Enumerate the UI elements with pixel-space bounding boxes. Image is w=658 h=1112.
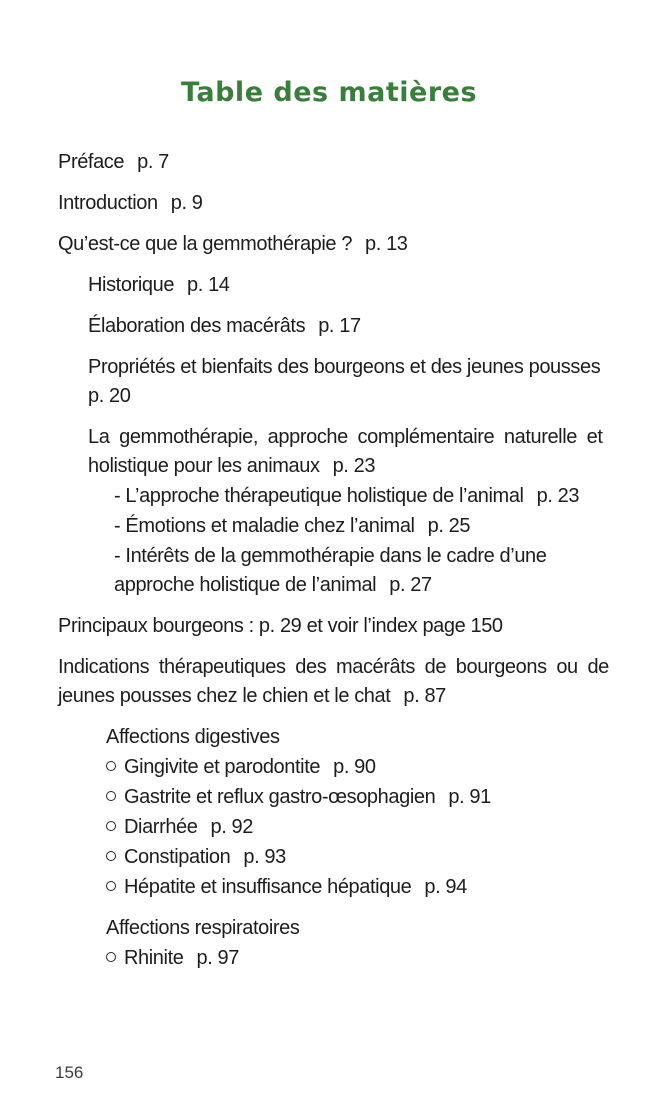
toc-entry-text: Affections digestives	[106, 726, 280, 748]
page-ref: p. 14	[187, 274, 230, 296]
toc-entry-text: Diarrhée	[124, 816, 198, 838]
toc-entry	[88, 353, 658, 411]
toc-line	[114, 571, 658, 600]
page-ref: p. 94	[424, 876, 467, 898]
toc-entry-text: Introduction	[58, 192, 158, 214]
toc-line	[88, 353, 658, 382]
toc-line	[106, 783, 658, 812]
toc-entry	[114, 512, 658, 541]
toc-line	[88, 452, 658, 481]
toc-line	[106, 753, 658, 782]
toc-entry	[58, 612, 658, 641]
toc-entry-text: - Intérêts de la gemmothérapie dans le cadre d’une	[114, 545, 547, 567]
toc-entry	[114, 482, 658, 511]
toc-entry-text: Indications thérapeutiques des macérâts de bourgeons ou de	[58, 656, 609, 678]
page-ref: p. 17	[318, 315, 361, 337]
toc-entry	[106, 783, 658, 812]
circle-bullet-icon	[106, 952, 116, 962]
toc-line	[106, 873, 658, 902]
toc-entry-text: Qu’est-ce que la gemmothérapie ?	[58, 233, 353, 255]
toc-entry	[88, 271, 658, 300]
toc-entry	[58, 189, 658, 218]
toc-line	[114, 512, 658, 541]
page-ref: p. 25	[427, 515, 471, 537]
toc-entry-text: Élaboration des macérâts	[88, 315, 306, 337]
toc-entry-text: Constipation	[124, 846, 231, 868]
toc-line	[58, 148, 658, 177]
toc-line	[106, 944, 658, 973]
toc-line	[106, 813, 658, 842]
page-ref: p. 27	[389, 574, 432, 596]
toc-line	[106, 723, 658, 752]
toc-entry	[58, 230, 658, 259]
toc-entry-text: Gastrite et reflux gastro-œsophagien	[124, 786, 436, 808]
folio-page-number: 156	[55, 1063, 84, 1082]
circle-bullet-icon	[106, 821, 116, 831]
page-ref: p. 9	[170, 192, 203, 214]
toc-entry	[106, 873, 658, 902]
toc-line	[58, 682, 658, 711]
toc-entry	[58, 653, 658, 711]
toc-entry-text: Préface	[58, 151, 125, 173]
toc-entry	[106, 753, 658, 782]
page-ref: p. 92	[210, 816, 253, 838]
toc-entry	[106, 813, 658, 842]
page-ref: p. 13	[365, 233, 408, 255]
page-ref: p. 20	[88, 385, 131, 407]
toc-entry	[88, 312, 658, 341]
toc-line	[58, 653, 658, 682]
toc-line	[88, 382, 658, 411]
toc-line	[114, 482, 658, 511]
toc-entry	[106, 843, 658, 872]
page-ref: p. 93	[243, 846, 286, 868]
toc-line	[58, 230, 658, 259]
page-ref: p. 87	[403, 685, 446, 707]
toc-entry-text: holistique pour les animaux	[88, 455, 320, 477]
page-ref: p. 97	[196, 947, 239, 969]
toc-line	[58, 189, 658, 218]
toc-line	[88, 423, 658, 452]
toc-line	[58, 612, 658, 641]
page-ref: p. 23	[536, 485, 580, 507]
toc-entry-text: Propriétés et bienfaits des bourgeons et des jeunes pousses	[88, 356, 601, 378]
toc-entry-text: Historique	[88, 274, 175, 296]
toc-entry-text: Affections respiratoires	[106, 917, 300, 939]
page-ref: p. 7	[137, 151, 169, 173]
page-ref: p. 91	[448, 786, 491, 808]
toc-entry-text: jeunes pousses chez le chien et le chat	[58, 685, 391, 707]
circle-bullet-icon	[106, 881, 116, 891]
toc-line	[114, 542, 658, 571]
toc-line	[106, 914, 658, 943]
toc-entry-text: approche holistique de l’animal	[114, 574, 377, 596]
circle-bullet-icon	[106, 791, 116, 801]
circle-bullet-icon	[106, 851, 116, 861]
page-title: Table des matières	[180, 77, 478, 108]
toc-entry-text: Gingivite et parodontite	[124, 756, 321, 778]
toc-entry	[106, 914, 658, 943]
toc-entry	[88, 423, 658, 481]
toc-entry	[106, 944, 658, 973]
book-page	[0, 76, 658, 1112]
toc-entry-text: - Émotions et maladie chez l’animal	[114, 515, 415, 537]
toc-entry	[58, 148, 658, 177]
toc-entry-text: Hépatite et insuffisance hépatique	[124, 876, 412, 898]
toc-entry-text: - L’approche thérapeutique holistique de l’animal	[114, 485, 524, 507]
toc-entry-text: Principaux bourgeons : p. 29 et voir l’index page 150	[58, 615, 503, 637]
page-ref: p. 90	[333, 756, 376, 778]
toc-entry	[114, 542, 658, 600]
toc-line	[88, 312, 658, 341]
toc-line	[88, 271, 658, 300]
toc-entry-text: La gemmothérapie, approche complémentaire naturelle et	[88, 426, 603, 448]
circle-bullet-icon	[106, 761, 116, 771]
table-of-contents	[0, 148, 658, 973]
page-ref: p. 23	[332, 455, 376, 477]
toc-line	[106, 843, 658, 872]
toc-entry	[106, 723, 658, 752]
toc-entry-text: Rhinite	[124, 947, 184, 969]
